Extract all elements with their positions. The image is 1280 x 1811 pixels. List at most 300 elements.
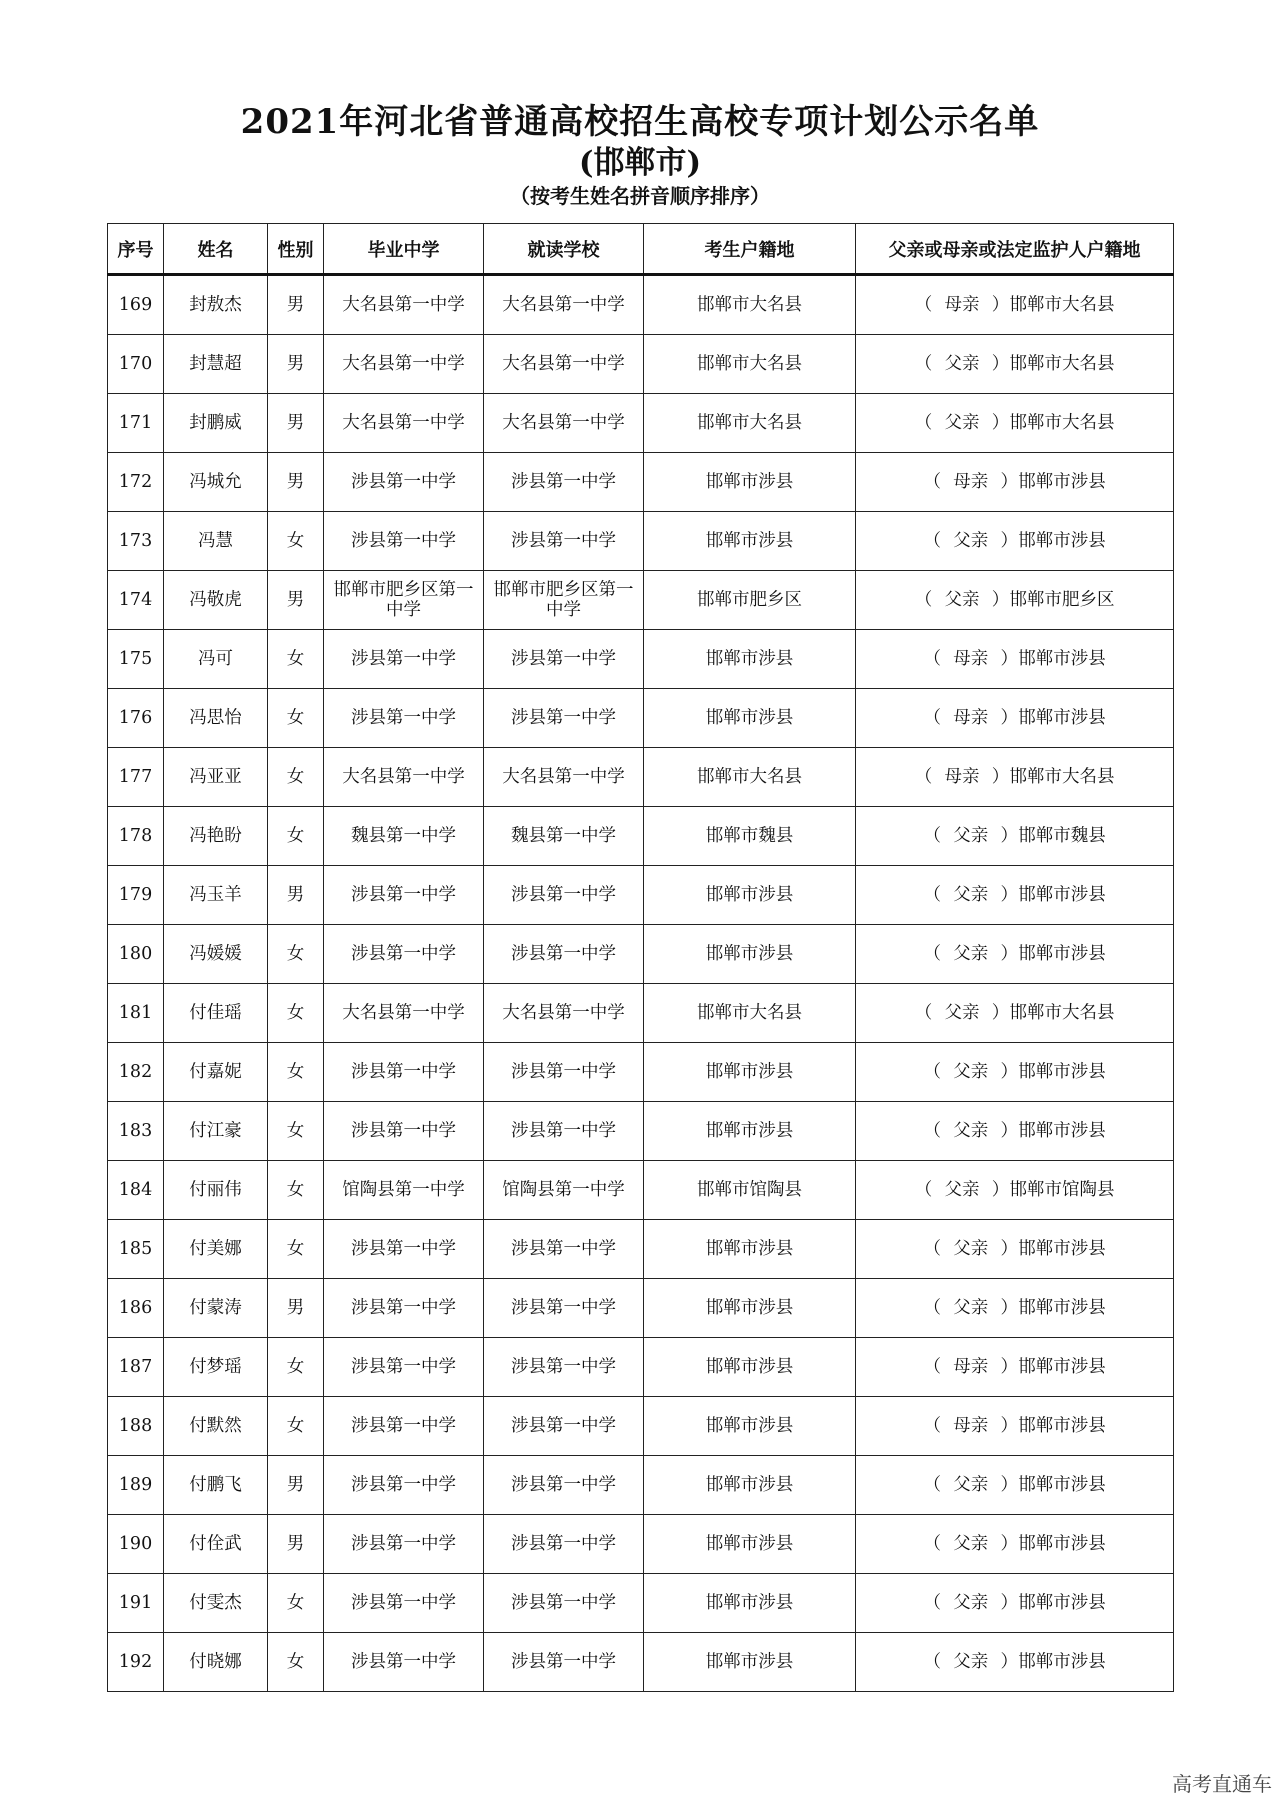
cell-guardian-registration [856, 335, 1174, 394]
open-paren: （ [914, 767, 933, 787]
cell-name: 冯媛媛 [164, 925, 268, 984]
cell-registration: 邯郸市大名县 [644, 984, 856, 1043]
cell-current-school: 大名县第一中学 [484, 394, 644, 453]
close-paren: ） [1000, 885, 1018, 905]
open-paren: （ [923, 1416, 941, 1436]
cell-current-school: 涉县第一中学 [484, 453, 644, 512]
cell-name: 封鹏威 [164, 394, 268, 453]
cell-sex: 女 [268, 1220, 324, 1279]
table-row [108, 1279, 1174, 1338]
guardian-place: 邯郸市涉县 [1018, 1475, 1106, 1495]
cell-name: 封敖杰 [164, 275, 268, 335]
cell-sex: 女 [268, 1043, 324, 1102]
cell-current-school: 涉县第一中学 [484, 1397, 644, 1456]
cell-name: 付佺武 [164, 1515, 268, 1574]
cell-registration: 邯郸市涉县 [644, 1456, 856, 1515]
cell-seq: 190 [108, 1515, 164, 1574]
close-paren: ） [991, 767, 1010, 787]
cell-sex: 男 [268, 275, 324, 335]
guardian-relation: 父亲 [953, 944, 989, 964]
guardian-place: 邯郸市涉县 [1018, 531, 1106, 551]
column-header-grad-school: 毕业中学 [324, 224, 484, 275]
open-paren: （ [923, 472, 941, 492]
table-row [108, 335, 1174, 394]
cell-guardian-registration [856, 1102, 1174, 1161]
table-row [108, 925, 1174, 984]
table-row [108, 1102, 1174, 1161]
cell-seq: 181 [108, 984, 164, 1043]
cell-registration: 邯郸市肥乡区 [644, 571, 856, 630]
cell-grad-school: 涉县第一中学 [324, 1220, 484, 1279]
cell-current-school: 大名县第一中学 [484, 335, 644, 394]
cell-current-school: 涉县第一中学 [484, 1338, 644, 1397]
cell-sex: 男 [268, 571, 324, 630]
cell-grad-school: 涉县第一中学 [324, 1338, 484, 1397]
open-paren: （ [923, 1593, 941, 1613]
table-row [108, 748, 1174, 807]
cell-registration: 邯郸市涉县 [644, 1515, 856, 1574]
cell-registration: 邯郸市大名县 [644, 275, 856, 335]
guardian-relation: 父亲 [944, 1003, 980, 1023]
cell-registration: 邯郸市涉县 [644, 1279, 856, 1338]
cell-guardian-registration [856, 1338, 1174, 1397]
cell-current-school: 涉县第一中学 [484, 1102, 644, 1161]
guardian-relation: 父亲 [953, 1062, 989, 1082]
cell-seq: 180 [108, 925, 164, 984]
cell-grad-school: 涉县第一中学 [324, 1102, 484, 1161]
cell-registration: 邯郸市涉县 [644, 866, 856, 925]
cell-current-school: 馆陶县第一中学 [484, 1161, 644, 1220]
close-paren: ） [1000, 472, 1018, 492]
open-paren: （ [914, 1003, 933, 1023]
close-paren: ） [991, 590, 1010, 610]
cell-name: 封慧超 [164, 335, 268, 394]
guardian-place: 邯郸市大名县 [1009, 1003, 1115, 1023]
table-header-row [108, 224, 1174, 275]
cell-sex: 女 [268, 1397, 324, 1456]
close-paren: ） [1000, 1416, 1018, 1436]
guardian-relation: 父亲 [953, 1298, 989, 1318]
cell-sex: 男 [268, 1456, 324, 1515]
cell-registration: 邯郸市涉县 [644, 1102, 856, 1161]
cell-grad-school: 涉县第一中学 [324, 1456, 484, 1515]
cell-registration: 邯郸市涉县 [644, 1574, 856, 1633]
guardian-place: 邯郸市大名县 [1009, 354, 1115, 374]
close-paren: ） [1000, 1475, 1018, 1495]
cell-registration: 邯郸市涉县 [644, 630, 856, 689]
cell-seq: 176 [108, 689, 164, 748]
cell-guardian-registration [856, 1220, 1174, 1279]
table-row [108, 807, 1174, 866]
cell-registration: 邯郸市涉县 [644, 689, 856, 748]
guardian-place: 邯郸市涉县 [1018, 1062, 1106, 1082]
column-header-name: 姓名 [164, 224, 268, 275]
close-paren: ） [991, 354, 1010, 374]
guardian-relation: 父亲 [953, 531, 989, 551]
open-paren: （ [923, 885, 941, 905]
guardian-relation: 父亲 [953, 1652, 989, 1672]
guardian-relation: 父亲 [953, 1121, 989, 1141]
close-paren: ） [1000, 1121, 1018, 1141]
close-paren: ） [1000, 1357, 1018, 1377]
cell-seq: 178 [108, 807, 164, 866]
cell-name: 付雯杰 [164, 1574, 268, 1633]
cell-seq: 185 [108, 1220, 164, 1279]
cell-seq: 171 [108, 394, 164, 453]
cell-guardian-registration [856, 512, 1174, 571]
close-paren: ） [1000, 1298, 1018, 1318]
close-paren: ） [1000, 708, 1018, 728]
guardian-place: 邯郸市涉县 [1018, 1298, 1106, 1318]
cell-sex: 男 [268, 866, 324, 925]
open-paren: （ [923, 649, 941, 669]
cell-seq: 189 [108, 1456, 164, 1515]
cell-name: 冯思怡 [164, 689, 268, 748]
cell-sex: 女 [268, 512, 324, 571]
cell-name: 冯可 [164, 630, 268, 689]
cell-guardian-registration [856, 866, 1174, 925]
cell-name: 付默然 [164, 1397, 268, 1456]
guardian-relation: 母亲 [953, 1357, 989, 1377]
cell-guardian-registration [856, 748, 1174, 807]
cell-current-school: 大名县第一中学 [484, 275, 644, 335]
cell-current-school: 涉县第一中学 [484, 925, 644, 984]
cell-name: 付鹏飞 [164, 1456, 268, 1515]
cell-current-school: 涉县第一中学 [484, 866, 644, 925]
cell-guardian-registration [856, 1574, 1174, 1633]
cell-registration: 邯郸市涉县 [644, 453, 856, 512]
cell-sex: 女 [268, 748, 324, 807]
cell-sex: 男 [268, 1515, 324, 1574]
cell-seq: 179 [108, 866, 164, 925]
column-header-seq: 序号 [108, 224, 164, 275]
guardian-relation: 父亲 [953, 1534, 989, 1554]
cell-name: 冯慧 [164, 512, 268, 571]
page-subtitle: (邯郸市) [578, 145, 702, 181]
open-paren: （ [923, 1239, 941, 1259]
guardian-place: 邯郸市涉县 [1018, 1121, 1106, 1141]
open-paren: （ [914, 354, 933, 374]
guardian-place: 邯郸市涉县 [1018, 472, 1106, 492]
guardian-relation: 父亲 [944, 413, 980, 433]
guardian-relation: 母亲 [953, 649, 989, 669]
cell-grad-school: 涉县第一中学 [324, 1279, 484, 1338]
open-paren: （ [923, 1534, 941, 1554]
table-row [108, 1338, 1174, 1397]
cell-seq: 170 [108, 335, 164, 394]
cell-sex: 女 [268, 807, 324, 866]
table-row [108, 1043, 1174, 1102]
open-paren: （ [914, 1180, 933, 1200]
cell-registration: 邯郸市涉县 [644, 925, 856, 984]
cell-grad-school: 大名县第一中学 [324, 748, 484, 807]
cell-guardian-registration [856, 394, 1174, 453]
close-paren: ） [991, 295, 1010, 315]
guardian-place: 邯郸市馆陶县 [1009, 1180, 1115, 1200]
cell-sex: 女 [268, 1633, 324, 1692]
cell-seq: 186 [108, 1279, 164, 1338]
cell-seq: 183 [108, 1102, 164, 1161]
cell-registration: 邯郸市涉县 [644, 512, 856, 571]
guardian-relation: 父亲 [953, 885, 989, 905]
cell-guardian-registration [856, 1633, 1174, 1692]
cell-sex: 女 [268, 630, 324, 689]
cell-sex: 女 [268, 689, 324, 748]
guardian-place: 邯郸市涉县 [1018, 1593, 1106, 1613]
cell-current-school: 涉县第一中学 [484, 1456, 644, 1515]
cell-name: 冯艳盼 [164, 807, 268, 866]
cell-current-school: 邯郸市肥乡区第一中学 [484, 571, 644, 630]
cell-sex: 男 [268, 1279, 324, 1338]
guardian-relation: 父亲 [944, 590, 980, 610]
cell-sex: 女 [268, 1161, 324, 1220]
cell-guardian-registration [856, 275, 1174, 335]
table-row [108, 1574, 1174, 1633]
cell-guardian-registration [856, 1161, 1174, 1220]
guardian-relation: 父亲 [953, 1475, 989, 1495]
table-row [108, 1220, 1174, 1279]
table-row [108, 1515, 1174, 1574]
cell-grad-school: 涉县第一中学 [324, 1043, 484, 1102]
guardian-relation: 父亲 [953, 826, 989, 846]
cell-guardian-registration [856, 1043, 1174, 1102]
guardian-relation: 父亲 [953, 1593, 989, 1613]
cell-current-school: 魏县第一中学 [484, 807, 644, 866]
guardian-place: 邯郸市大名县 [1009, 413, 1115, 433]
table-row [108, 984, 1174, 1043]
cell-guardian-registration [856, 689, 1174, 748]
open-paren: （ [923, 1652, 941, 1672]
guardian-place: 邯郸市涉县 [1018, 1534, 1106, 1554]
watermark: 高考直通车 [1172, 1772, 1272, 1796]
close-paren: ） [1000, 531, 1018, 551]
guardian-relation: 母亲 [944, 767, 980, 787]
cell-grad-school: 涉县第一中学 [324, 866, 484, 925]
cell-grad-school: 涉县第一中学 [324, 453, 484, 512]
column-header-registration: 考生户籍地 [644, 224, 856, 275]
cell-name: 付蒙涛 [164, 1279, 268, 1338]
cell-grad-school: 涉县第一中学 [324, 630, 484, 689]
table-row [108, 571, 1174, 630]
close-paren: ） [991, 1003, 1010, 1023]
cell-current-school: 涉县第一中学 [484, 1574, 644, 1633]
cell-name: 付嘉妮 [164, 1043, 268, 1102]
cell-sex: 男 [268, 394, 324, 453]
column-header-sex: 性别 [268, 224, 324, 275]
cell-registration: 邯郸市大名县 [644, 335, 856, 394]
cell-seq: 191 [108, 1574, 164, 1633]
cell-seq: 175 [108, 630, 164, 689]
cell-seq: 184 [108, 1161, 164, 1220]
cell-guardian-registration [856, 453, 1174, 512]
guardian-place: 邯郸市涉县 [1018, 1416, 1106, 1436]
cell-registration: 邯郸市大名县 [644, 394, 856, 453]
close-paren: ） [1000, 1534, 1018, 1554]
guardian-relation: 母亲 [944, 295, 980, 315]
guardian-place: 邯郸市涉县 [1018, 944, 1106, 964]
cell-guardian-registration [856, 925, 1174, 984]
cell-grad-school: 大名县第一中学 [324, 275, 484, 335]
open-paren: （ [923, 531, 941, 551]
guardian-place: 邯郸市肥乡区 [1009, 590, 1115, 610]
close-paren: ） [1000, 1593, 1018, 1613]
table-row [108, 1633, 1174, 1692]
guardian-place: 邯郸市涉县 [1018, 708, 1106, 728]
cell-guardian-registration [856, 807, 1174, 866]
cell-guardian-registration [856, 630, 1174, 689]
guardian-relation: 父亲 [944, 354, 980, 374]
table-row [108, 512, 1174, 571]
cell-guardian-registration [856, 984, 1174, 1043]
close-paren: ） [1000, 1652, 1018, 1672]
cell-sex: 女 [268, 925, 324, 984]
close-paren: ） [991, 413, 1010, 433]
cell-sex: 女 [268, 1574, 324, 1633]
cell-guardian-registration [856, 1279, 1174, 1338]
candidate-table [107, 223, 1174, 1692]
cell-current-school: 涉县第一中学 [484, 1633, 644, 1692]
cell-name: 付佳瑶 [164, 984, 268, 1043]
cell-registration: 邯郸市涉县 [644, 1397, 856, 1456]
cell-name: 冯玉羊 [164, 866, 268, 925]
open-paren: （ [923, 1062, 941, 1082]
cell-grad-school: 涉县第一中学 [324, 1633, 484, 1692]
cell-guardian-registration [856, 571, 1174, 630]
cell-name: 付江豪 [164, 1102, 268, 1161]
cell-grad-school: 涉县第一中学 [324, 512, 484, 571]
cell-current-school: 涉县第一中学 [484, 630, 644, 689]
cell-grad-school: 涉县第一中学 [324, 1397, 484, 1456]
guardian-place: 邯郸市涉县 [1018, 1357, 1106, 1377]
cell-current-school: 涉县第一中学 [484, 512, 644, 571]
cell-registration: 邯郸市涉县 [644, 1043, 856, 1102]
cell-name: 付晓娜 [164, 1633, 268, 1692]
open-paren: （ [923, 826, 941, 846]
cell-seq: 173 [108, 512, 164, 571]
guardian-relation: 父亲 [953, 1239, 989, 1259]
cell-registration: 邯郸市大名县 [644, 748, 856, 807]
open-paren: （ [923, 944, 941, 964]
sort-note: （按考生姓名拼音顺序排序） [510, 184, 770, 208]
guardian-relation: 母亲 [953, 472, 989, 492]
cell-registration: 邯郸市涉县 [644, 1220, 856, 1279]
cell-grad-school: 邯郸市肥乡区第一中学 [324, 571, 484, 630]
guardian-place: 邯郸市涉县 [1018, 885, 1106, 905]
cell-grad-school: 涉县第一中学 [324, 1574, 484, 1633]
cell-registration: 邯郸市魏县 [644, 807, 856, 866]
guardian-relation: 父亲 [944, 1180, 980, 1200]
cell-grad-school: 大名县第一中学 [324, 984, 484, 1043]
open-paren: （ [914, 590, 933, 610]
close-paren: ） [1000, 826, 1018, 846]
close-paren: ） [1000, 649, 1018, 669]
cell-current-school: 涉县第一中学 [484, 1515, 644, 1574]
cell-seq: 192 [108, 1633, 164, 1692]
cell-grad-school: 馆陶县第一中学 [324, 1161, 484, 1220]
table-row [108, 453, 1174, 512]
cell-seq: 188 [108, 1397, 164, 1456]
cell-guardian-registration [856, 1456, 1174, 1515]
table-row [108, 1161, 1174, 1220]
cell-name: 冯敬虎 [164, 571, 268, 630]
column-header-guardian-registration: 父亲或母亲或法定监护人户籍地 [856, 224, 1174, 275]
page-title: 2021年河北省普通高校招生高校专项计划公示名单 [240, 102, 1040, 142]
cell-grad-school: 涉县第一中学 [324, 1515, 484, 1574]
guardian-relation: 母亲 [953, 1416, 989, 1436]
cell-sex: 男 [268, 453, 324, 512]
cell-current-school: 涉县第一中学 [484, 1279, 644, 1338]
table-row [108, 1397, 1174, 1456]
cell-sex: 女 [268, 1102, 324, 1161]
guardian-place: 邯郸市大名县 [1009, 295, 1115, 315]
cell-name: 冯亚亚 [164, 748, 268, 807]
cell-current-school: 大名县第一中学 [484, 748, 644, 807]
cell-grad-school: 涉县第一中学 [324, 925, 484, 984]
cell-current-school: 大名县第一中学 [484, 984, 644, 1043]
open-paren: （ [923, 1357, 941, 1377]
guardian-place: 邯郸市魏县 [1018, 826, 1106, 846]
close-paren: ） [991, 1180, 1010, 1200]
cell-seq: 182 [108, 1043, 164, 1102]
cell-guardian-registration [856, 1515, 1174, 1574]
guardian-place: 邯郸市涉县 [1018, 649, 1106, 669]
cell-name: 冯城允 [164, 453, 268, 512]
table-row [108, 394, 1174, 453]
guardian-place: 邯郸市涉县 [1018, 1239, 1106, 1259]
cell-seq: 169 [108, 275, 164, 335]
close-paren: ） [1000, 1239, 1018, 1259]
cell-guardian-registration [856, 1397, 1174, 1456]
close-paren: ） [1000, 1062, 1018, 1082]
table-row [108, 866, 1174, 925]
cell-name: 付丽伟 [164, 1161, 268, 1220]
cell-seq: 177 [108, 748, 164, 807]
cell-registration: 邯郸市涉县 [644, 1633, 856, 1692]
table-row [108, 689, 1174, 748]
open-paren: （ [914, 295, 933, 315]
cell-grad-school: 涉县第一中学 [324, 689, 484, 748]
cell-seq: 174 [108, 571, 164, 630]
close-paren: ） [1000, 944, 1018, 964]
cell-sex: 女 [268, 1338, 324, 1397]
guardian-place: 邯郸市大名县 [1009, 767, 1115, 787]
open-paren: （ [923, 1121, 941, 1141]
cell-grad-school: 魏县第一中学 [324, 807, 484, 866]
cell-grad-school: 大名县第一中学 [324, 335, 484, 394]
cell-name: 付梦瑶 [164, 1338, 268, 1397]
open-paren: （ [923, 708, 941, 728]
table-row [108, 1456, 1174, 1515]
cell-seq: 172 [108, 453, 164, 512]
open-paren: （ [923, 1475, 941, 1495]
cell-registration: 邯郸市馆陶县 [644, 1161, 856, 1220]
cell-current-school: 涉县第一中学 [484, 1043, 644, 1102]
table-row [108, 275, 1174, 335]
cell-name: 付美娜 [164, 1220, 268, 1279]
cell-sex: 男 [268, 335, 324, 394]
guardian-relation: 母亲 [953, 708, 989, 728]
open-paren: （ [923, 1298, 941, 1318]
cell-registration: 邯郸市涉县 [644, 1338, 856, 1397]
column-header-current-school: 就读学校 [484, 224, 644, 275]
cell-current-school: 涉县第一中学 [484, 1220, 644, 1279]
cell-current-school: 涉县第一中学 [484, 689, 644, 748]
cell-sex: 女 [268, 984, 324, 1043]
open-paren: （ [914, 413, 933, 433]
table-row [108, 630, 1174, 689]
cell-grad-school: 大名县第一中学 [324, 394, 484, 453]
cell-seq: 187 [108, 1338, 164, 1397]
